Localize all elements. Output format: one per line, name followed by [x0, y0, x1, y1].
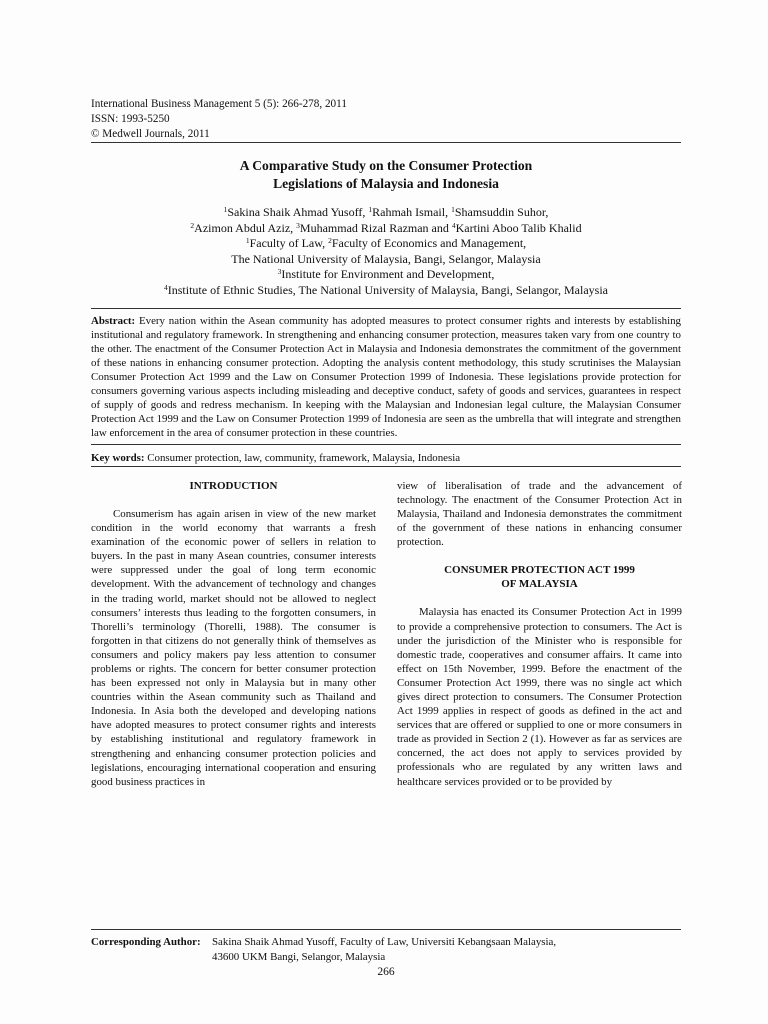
journal-copyright: © Medwell Journals, 2011	[91, 128, 210, 140]
corresponding-author-label: Corresponding Author:	[91, 936, 201, 948]
author-name: Azimon Abdul Aziz,	[194, 220, 297, 235]
right-column	[397, 479, 682, 789]
journal-issn: ISSN: 1993-5250	[91, 113, 170, 125]
keywords-label: Key words:	[91, 451, 145, 464]
abstract	[91, 314, 681, 440]
section-heading-introduction: INTRODUCTION	[189, 479, 278, 492]
journal-citation: International Business Management 5 (5): 266-278, 2011	[91, 98, 347, 110]
abstract-bottom-rule	[91, 444, 681, 445]
corresponding-author-line-2: 43600 UKM Bangi, Selangor, Malaysia	[212, 951, 386, 963]
corresponding-author	[91, 935, 681, 965]
keywords	[91, 451, 681, 465]
author-line-2: $^2$Azimon Abdul Aziz, $^3$Muhammad Rizal Razman and $^4$Kartini Aboo Talib Khalid	[190, 220, 582, 235]
affiliation-line-4: $^4$Institute of Ethnic Studies, The National University of Malaysia, Bangi, Selangor, Malaysia	[164, 282, 608, 297]
affiliation-line-1: $^1$Faculty of Law, $^2$Faculty of Economics and Management,	[245, 236, 527, 251]
author-name: Rahmah Ismail,	[372, 205, 452, 219]
abstract-label: Abstract:	[91, 314, 136, 327]
corresponding-author-line-1: Sakina Shaik Ahmad Yusoff, Faculty of Law, Universiti Kebangsaan Malaysia,	[212, 936, 557, 948]
cpa-paragraph: Malaysia has enacted its Consumer Protection Act in 1999 to provide a comprehensive protection to consumers. The Act is under the jurisdiction of the Minister who is responsible for domestic trade, cooperatives and consumer affairs. It came into effect on 15th November, 1999. Before the enactment of the Consumer Protection Act 1999, there was no single act which gives direct protection to consumers. The Consumer Protection Act 1999 applies in respect of goods as defined in the act and services that are offered or supplied to one or more consumers in trade as provided in Section 2 (1). However as far as services are concerned, the act does not apply to services provided by professionals who are regulated by any written laws and healthcare services provided or to be provided by	[397, 606, 682, 788]
section-heading-cpa: CONSUMER PROTECTION ACT 1999 OF MALAYSIA	[444, 564, 635, 591]
keywords-rule	[91, 466, 681, 467]
affiliation-line-3: $^3$Institute for Environment and Development,	[277, 267, 495, 282]
body-columns	[91, 479, 681, 862]
page-number: 266	[377, 966, 395, 978]
abstract-text: Every nation within the Asean community has adopted measures to protect consumer rights and interests by establishing institutional and regulatory framework. In strengthening and enhancing consumer protection, measures taken vary from one country to the other. The enactment of the Consumer Protection Act in Malaysia and Indonesia demonstrates the commitment of the government of these nations in enhancing consumer protection. Adopting the analysis content methodology, this study scrutinises the Malaysian Consumer Protection Act 1999 and the Law on Consumer Protection 1999 of Indonesia. These legislations provide protection for consumers governing various aspects including misleading and deceptive conduct, safety of goods and services, guarantees in respect of supply of goods and redress mechanism. In keeping with the Malaysian and Indonesian legal culture, the Malaysian Consumer Protection Act 1999 and the Law on Consumer Protection 1999 of Indonesia are seen as the umbrella that will integrate and strengthen law enforcement in the area of consumer protection in these countries.	[91, 314, 681, 439]
article-page	[91, 97, 681, 862]
author-line-1: $^1$Sakina Shaik Ahmad Yusoff, $^1$Rahmah Ismail, $^1$Shamsuddin Suhor,	[223, 205, 549, 219]
author-name: Muhammad Rizal Razman and	[299, 220, 452, 235]
header-rule	[91, 142, 681, 143]
author-block	[91, 205, 681, 299]
continuation-paragraph: view of liberalisation of trade and the advancement of technology. The enactment of the Consumer Protection Act in Malaysia, Thailand and Indonesia demonstrates the commitment of the government of these nations in enhancing consumer protection.	[397, 479, 682, 549]
affiliation-line-2: The National University of Malaysia, Bangi, Selangor, Malaysia	[231, 251, 541, 266]
abstract-top-rule	[91, 308, 681, 309]
page-footer	[91, 929, 681, 978]
title-line-1: A Comparative Study on the Consumer Protection	[239, 158, 533, 173]
article-title	[91, 157, 681, 193]
introduction-paragraph: Consumerism has again arisen in view of the new market condition in the world economy that warrants a fresh examination of the economic power of sellers in relation to buyers. In the past in many Asean countries, consumer interests were suppressed under the goal of long term economic development. With the advancement of technology and changes in the trading world, market should not be allowed to neglect consumers’ interests thus leading to the forgotten consumers, in Thorelli’s terminology (Thorelli, 1988). The consumer is forgotten in that citizens do not generally think of themselves as consumers and policy makers pay less attention to consumer problems or rights. The concern for better consumer protection has been expressed not only in Malaysia but in many other countries within the Asean community such as Thailand and Indonesia. In Asia both the developed and developing nations have adopted measures to protect consumer rights and interests by establishing institutional and regulatory framework in strengthening and enhancing consumer protection policies and legislations, encouraging international cooperation and ensuring good business practices in	[91, 507, 376, 788]
author-name: Sakina Shaik Ahmad Yusoff,	[227, 205, 369, 219]
left-column	[91, 479, 376, 789]
footer-rule	[91, 929, 681, 930]
author-name: Kartini Aboo Talib Khalid	[455, 220, 582, 235]
keywords-text: Consumer protection, law, community, framework, Malaysia, Indonesia	[144, 451, 461, 464]
title-line-2: Legislations of Malaysia and Indonesia	[273, 176, 499, 191]
author-name: Shamsuddin Suhor,	[454, 205, 549, 219]
